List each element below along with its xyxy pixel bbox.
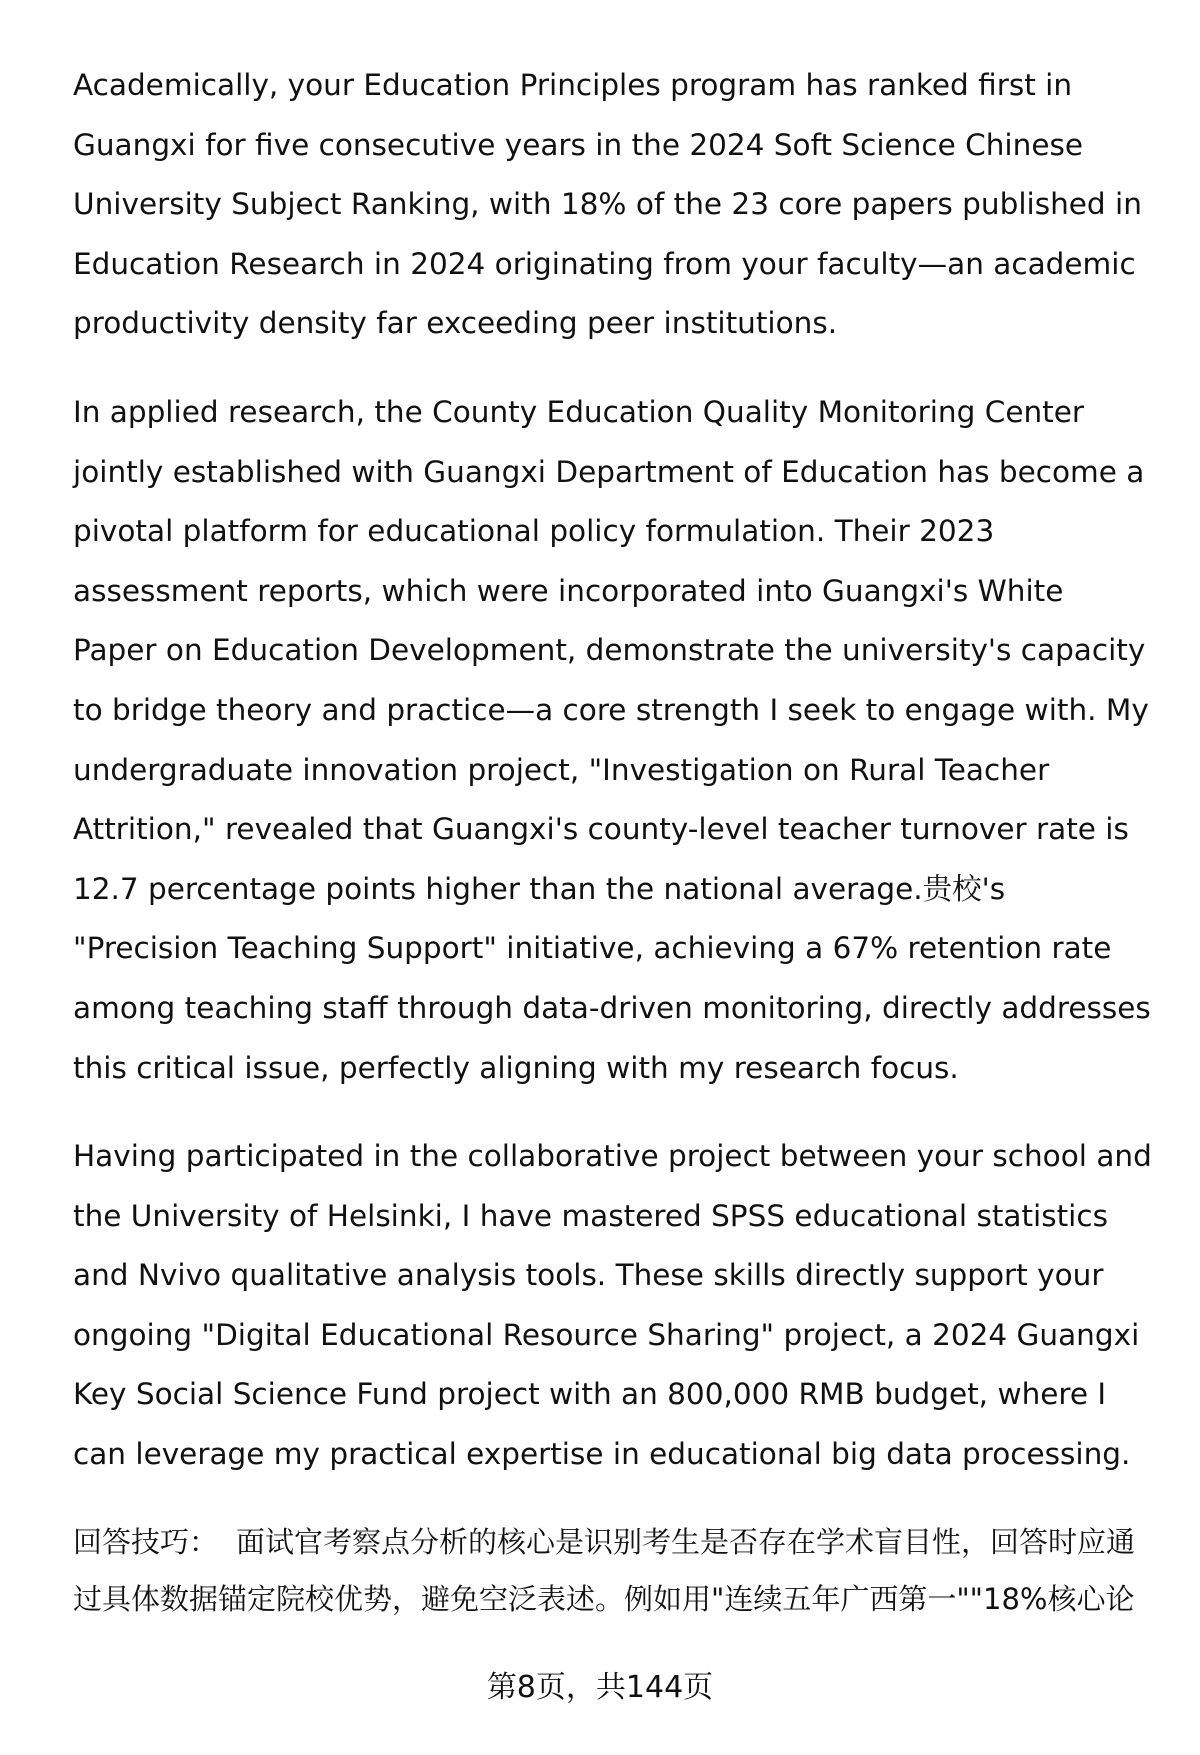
paragraph-applied-research: In applied research, the County Education Quality Monitoring Center jointly established with Guangxi Department of Education has become a pivotal platform for educational policy formulation. Their 2023 assessment reports, which were incorporated into Guangxi's White Paper on Education Development, demonstrate the university's capacity to bridge theory and practice—a core strength I seek to engage with. My undergraduate innovation project, "Investigation on Rural Teacher Attrition," revealed that Guangxi's county-level teacher turnover rate is 12.7 percentage points higher than the national average.贵校's "Precision Teaching Support" initiative, achieving a 67% retention rate among teaching staff through data-driven monitoring, directly addresses this critical issue, perfectly aligning with my research focus. [73, 394, 1151, 1085]
page-number: 第8页，共144页 [486, 1670, 714, 1705]
answer-tip-text: 面试官考察点分析的核心是识别考生是否存在学术盲目性，回答时应通过具体数据锚定院校优势，避免空泛表述。例如用"连续五年广西第一""18%核心论 [73, 1524, 1136, 1616]
answer-tip-label: 回答技巧： [73, 1524, 219, 1559]
paragraph-collaborative-project: Having participated in the collaborative project between your school and the University of Helsinki, I have mastered SPSS educational statistics and Nvivo qualitative analysis tools. These skills directly support your ongoing "Digital Educational Resource Sharing" project, a 2024 Guangxi Key Social Science Fund project with an 800,000 RMB budget, where I can leverage my practical expertise in educational big data processing. [73, 1139, 1152, 1472]
answer-tip [73, 1514, 1155, 1628]
document-body [73, 56, 1155, 1628]
paragraph-academic-ranking: Academically, your Education Principles program has ranked first in Guangxi for five consecutive years in the 2024 Soft Science Chinese University Subject Ranking, with 18% of the 23 core papers published in Education Research in 2024 originating from your faculty—an academic productivity density far exceeding peer institutions. [73, 68, 1142, 341]
